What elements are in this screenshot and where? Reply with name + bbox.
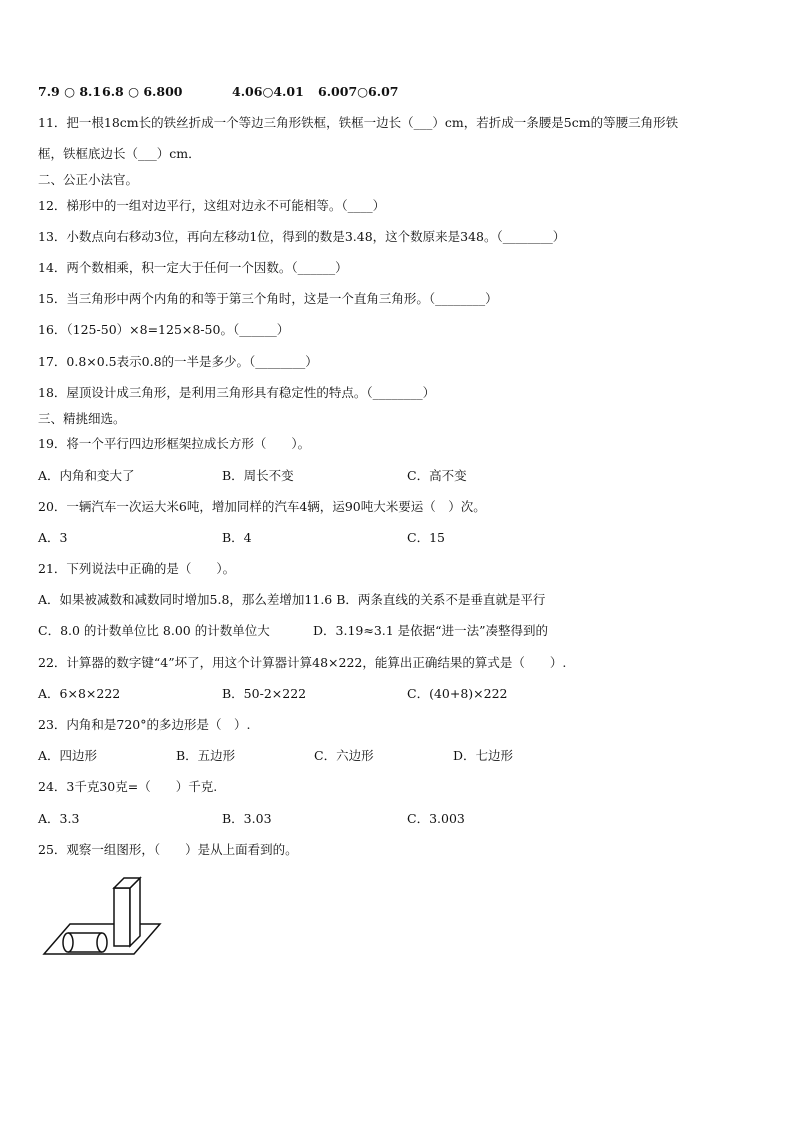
judge-question: 12．梯形中的一组对边平行，这组对边永不可能相等。（____） [38,198,386,213]
option-c: C．8.0 的计数单位比 8.00 的计数单位大 [38,623,270,638]
option-a: A．四边形 [38,748,98,763]
option-a: A．3 [38,530,68,545]
option-c: C．15 [407,530,445,545]
compare-item: 4.06○4.01 [232,84,304,99]
question-11-line1: 11．把一根18cm长的铁丝折成一个等边三角形铁框，铁框一边长（___）cm，若折成一条腰是5cm的等腰三角形铁 [38,115,679,130]
option-b: B．周长不变 [222,468,294,483]
judge-question: 13．小数点向右移动3位，再向左移动1位，得到的数是3.48，这个数原来是348。（________） [38,229,566,244]
compare-item: 6.8 ○ 6.800 [102,84,183,99]
judge-question: 15．当三角形中两个内角的和等于第三个角时，这是一个直角三角形。（________） [38,291,498,306]
compare-item: 7.9 ○ 8.1 [38,84,102,99]
option-c: C．六边形 [314,748,374,763]
option-a: A．6×8×222 [38,686,121,701]
option-d: D．七边形 [453,748,514,763]
option-c: C．3.003 [407,811,465,826]
question-22: 22．计算器的数字键“4”坏了，用这个计算器计算48×222，能算出正确结果的算式是（ ）. [38,655,567,670]
judge-question: 14．两个数相乘，积一定大于任何一个因数。（______） [38,260,348,275]
option-d: D．3.19≈3.1 是依据“进一法”凑整得到的 [313,623,548,638]
cylinder [63,933,107,952]
option-b: B．3.03 [222,811,272,826]
judge-question: 16．（125-50）×8=125×8-50。（______） [38,322,290,337]
option-ab: A．如果被减数和减数同时增加5.8，那么差增加11.6 B．两条直线的关系不是垂直就是平行 [38,592,546,607]
question-24: 24．3千克30克=（ ）千克. [38,779,218,794]
option-b: B．4 [222,530,252,545]
judge-question: 18．屋顶设计成三角形，是利用三角形具有稳定性的特点。（________） [38,385,436,400]
option-c: C．(40+8)×222 [407,686,508,701]
question-19: 19．将一个平行四边形框架拉成长方形（ ）。 [38,436,311,451]
option-b: B．五边形 [176,748,236,763]
section-heading: 三、精挑细选。 [38,411,126,426]
option-b: B．50-2×222 [222,686,307,701]
question-20: 20．一辆汽车一次运大米6吨，增加同样的汽车4辆，运90吨大米要运（ ）次。 [38,499,486,514]
question-25: 25．观察一组图形，（ ）是从上面看到的。 [38,842,298,857]
compare-row [38,84,399,100]
section-heading: 二、公正小法官。 [38,172,139,187]
question-23: 23．内角和是720°的多边形是（ ）. [38,717,251,732]
question-21: 21．下列说法中正确的是（ ）。 [38,561,236,576]
box-side [130,878,140,946]
judge-question: 17．0.8×0.5表示0.8的一半是多少。（________） [38,354,318,369]
question-11-line2: 框，铁框底边长（___）cm． [38,146,201,161]
option-a: A．3.3 [38,811,80,826]
option-c: C．高不变 [407,468,467,483]
box-front [114,888,130,946]
solid-figure-illustration [40,872,165,962]
compare-item: 6.007○6.07 [318,84,399,99]
option-a: A．内角和变大了 [38,468,135,483]
